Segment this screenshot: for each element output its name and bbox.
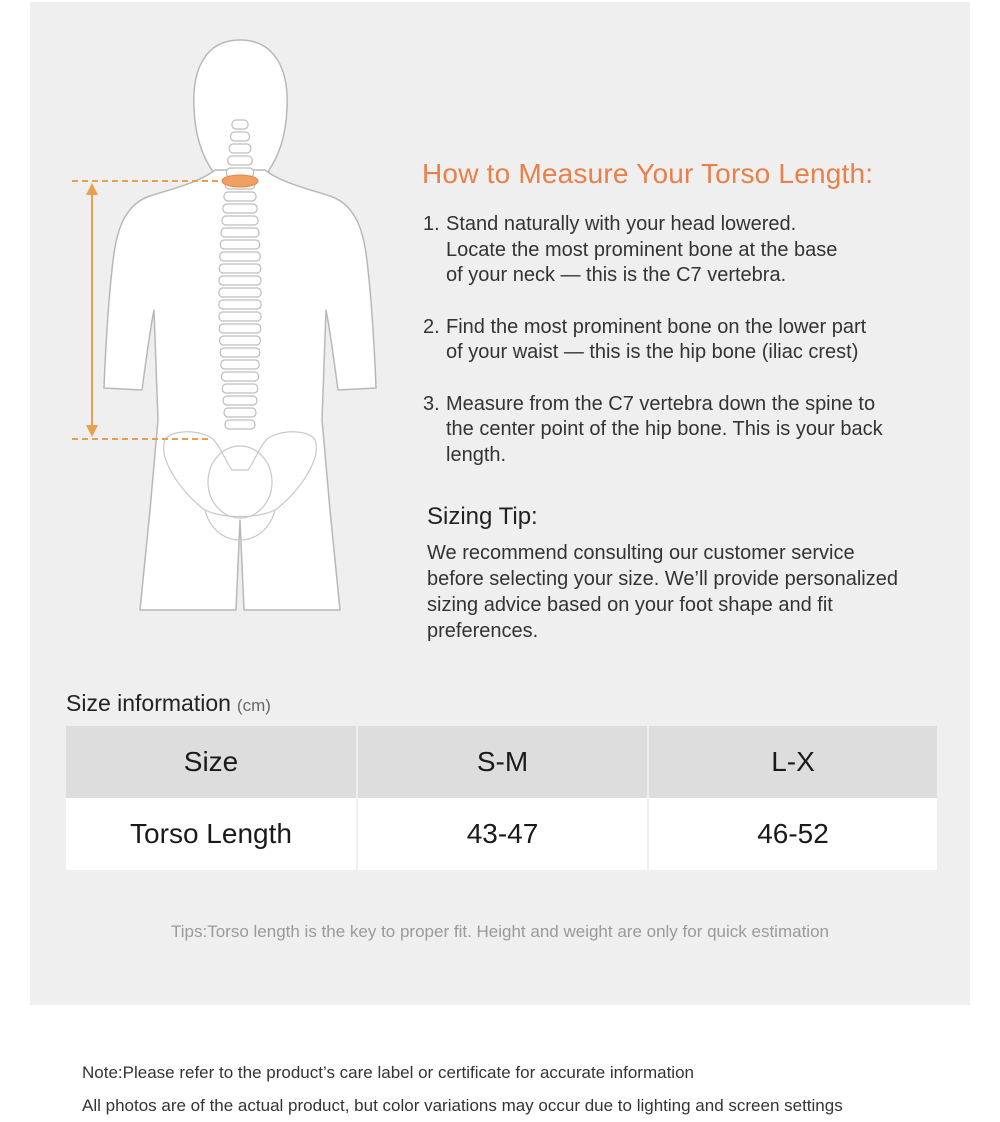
vertebra bbox=[221, 228, 259, 237]
size-info-heading bbox=[66, 690, 271, 717]
vertebra bbox=[222, 216, 258, 225]
vertebra bbox=[225, 420, 255, 429]
howto-title: How to Measure Your Torso Length: bbox=[422, 158, 874, 189]
vertebra bbox=[220, 348, 260, 357]
step-text: Stand naturally with your head lowered. Locate the most prominent bone at the base of your neck — this is the C7 vertebra. bbox=[446, 213, 838, 286]
vertebra bbox=[228, 156, 252, 165]
table-cell: 43-47 bbox=[356, 798, 647, 870]
step-number: 3. bbox=[423, 392, 440, 415]
step-item bbox=[423, 315, 963, 366]
table-header-row bbox=[66, 726, 937, 798]
vertebra bbox=[221, 360, 259, 369]
table-header-cell: L-X bbox=[647, 726, 937, 798]
vertebra bbox=[219, 324, 261, 333]
vertebra bbox=[219, 288, 261, 297]
vertebra bbox=[223, 204, 257, 213]
sizing-tip-title: Sizing Tip: bbox=[427, 503, 538, 530]
sizing-tip-body: We recommend consulting our customer service before selecting your size. We’ll provide personalized sizing advice based on your foot shape and fit preferences. bbox=[427, 542, 898, 642]
photo-color-note: All photos are of the actual product, but color variations may occur due to lighting and screen settings bbox=[82, 1096, 843, 1115]
vertebra bbox=[224, 408, 256, 417]
vertebra bbox=[221, 372, 258, 381]
vertebra bbox=[220, 336, 261, 345]
vertebra bbox=[222, 384, 257, 393]
step-item bbox=[423, 392, 963, 469]
size-info-title: Size information bbox=[66, 690, 231, 716]
fit-tips-text: Tips:Torso length is the key to proper fit. Height and weight are only for quick estimation bbox=[171, 922, 829, 941]
vertebra bbox=[219, 264, 260, 273]
care-label-note: Note:Please refer to the product’s care label or certificate for accurate information bbox=[82, 1063, 694, 1082]
step-text: Measure from the C7 vertebra down the spine to the center point of the hip bone. This is your back length. bbox=[446, 392, 883, 466]
vertebra bbox=[223, 396, 257, 405]
step-text: Find the most prominent bone on the lower part of your waist — this is the hip bone (iliac crest) bbox=[446, 315, 867, 363]
table-row bbox=[66, 798, 937, 870]
table-cell: Torso Length bbox=[66, 798, 356, 870]
table-header-cell: Size bbox=[66, 726, 356, 798]
measurement-steps bbox=[423, 212, 963, 468]
vertebra bbox=[219, 276, 261, 285]
vertebra bbox=[224, 192, 256, 201]
vertebra bbox=[219, 312, 261, 321]
size-info-unit: (cm) bbox=[236, 696, 271, 715]
vertebra bbox=[220, 240, 259, 249]
vertebra bbox=[229, 144, 251, 153]
size-table bbox=[66, 726, 937, 870]
step-number: 1. bbox=[423, 213, 440, 235]
vertebra bbox=[219, 300, 261, 309]
table-cell: 46-52 bbox=[647, 798, 937, 870]
vertebra bbox=[220, 252, 260, 261]
step-number: 2. bbox=[423, 315, 440, 338]
table-header-cell: S-M bbox=[356, 726, 647, 798]
vertebra bbox=[231, 132, 250, 141]
vertebra bbox=[232, 120, 248, 129]
step-item bbox=[423, 212, 963, 289]
